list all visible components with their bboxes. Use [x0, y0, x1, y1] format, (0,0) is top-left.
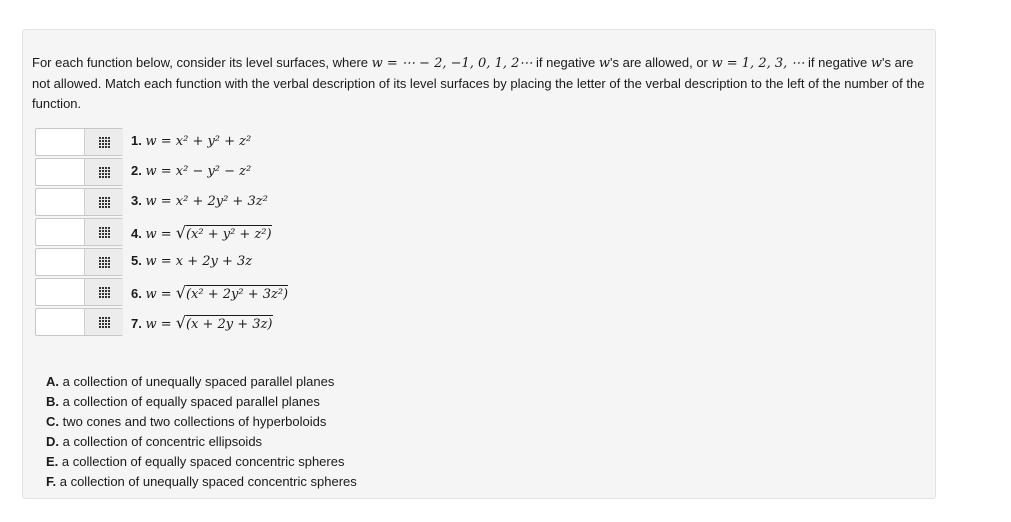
choice-text: a collection of unequally spaced parallel planes [59, 374, 335, 389]
function-body: (x² + y² + z²) [185, 227, 272, 242]
function-number: 6. [131, 286, 142, 301]
grid-icon [99, 317, 110, 328]
answer-box [35, 188, 123, 216]
function-number: 4. [131, 226, 142, 241]
choice-text: a collection of equally spaced parallel planes [59, 394, 320, 409]
function-expression [131, 283, 288, 302]
choice-letter: B. [46, 394, 59, 409]
answer-dropdown-button[interactable] [84, 159, 123, 185]
function-expression [131, 223, 272, 242]
function-row [35, 278, 355, 308]
intro-var-w: w [598, 56, 611, 71]
choice-letter: F. [46, 474, 57, 489]
answer-box [35, 278, 123, 306]
function-prefix: w = [145, 287, 176, 302]
function-number: 1. [131, 133, 142, 148]
function-prefix: w = [145, 164, 176, 179]
function-expression [131, 163, 251, 179]
choice-text: a collection of equally spaced concentric spheres [58, 454, 345, 469]
answer-box [35, 248, 123, 276]
intro-math-allowed: w = ⋯ − 2, −1, 0, 1, 2⋯ [371, 56, 533, 71]
answer-box [35, 158, 123, 186]
choice-letter: C. [46, 414, 59, 429]
function-body: (x² + 2y² + 3z²) [185, 287, 289, 302]
choice-text: two cones and two collections of hyperboloids [59, 414, 327, 429]
sqrt-symbol: √ [175, 283, 186, 302]
answer-dropdown-button[interactable] [84, 189, 123, 215]
function-expression [131, 313, 273, 332]
answer-dropdown-button[interactable] [84, 129, 123, 155]
function-body: x² − y² − z² [175, 164, 252, 179]
function-body: x² + 2y² + 3z² [175, 194, 268, 209]
answer-input[interactable] [37, 310, 84, 334]
intro-text: 's are not allowed. Match each function with the verbal description of its level surfaces by placing the letter of the verbal description to the left of the number of the function. [32, 55, 925, 111]
choice-letter: A. [46, 374, 59, 389]
function-expression [131, 193, 268, 209]
function-number: 7. [131, 316, 142, 331]
function-body: x² + y² + z² [175, 134, 252, 149]
grid-icon [99, 137, 110, 148]
choice-text: a collection of unequally spaced concentric spheres [56, 474, 357, 489]
function-number: 5. [131, 253, 142, 268]
choice-item [46, 452, 357, 472]
choice-item [46, 372, 357, 392]
function-expression [131, 133, 251, 149]
grid-icon [99, 257, 110, 268]
answer-input[interactable] [37, 220, 84, 244]
function-row [35, 128, 355, 158]
intro-var-w: w [870, 56, 883, 71]
function-row [35, 308, 355, 338]
choice-text: a collection of concentric ellipsoids [59, 434, 263, 449]
choice-list [46, 372, 357, 492]
answer-dropdown-button[interactable] [84, 279, 123, 305]
function-row [35, 188, 355, 218]
function-expression [131, 253, 252, 269]
intro-text: if negative [532, 55, 599, 70]
question-panel [22, 29, 936, 499]
function-number: 2. [131, 163, 142, 178]
choice-item [46, 472, 357, 492]
intro-text: 's are allowed, or [610, 55, 712, 70]
choice-item [46, 392, 357, 412]
grid-icon [99, 167, 110, 178]
answer-box [35, 128, 123, 156]
grid-icon [99, 197, 110, 208]
intro-text: For each function below, consider its level surfaces, where [32, 55, 372, 70]
function-number: 3. [131, 193, 142, 208]
answer-input[interactable] [37, 250, 84, 274]
answer-dropdown-button[interactable] [84, 309, 123, 335]
answer-input[interactable] [37, 160, 84, 184]
intro-math-not-allowed: w = 1, 2, 3, ⋯ [711, 56, 805, 71]
function-row [35, 248, 355, 278]
answer-box [35, 218, 123, 246]
function-prefix: w = [145, 317, 176, 332]
question-intro [32, 53, 932, 114]
answer-box [35, 308, 123, 336]
answer-input[interactable] [37, 190, 84, 214]
function-row [35, 218, 355, 248]
grid-icon [99, 227, 110, 238]
grid-icon [99, 287, 110, 298]
choice-letter: D. [46, 434, 59, 449]
function-body: (x + 2y + 3z) [185, 317, 273, 332]
sqrt-symbol: √ [175, 313, 186, 332]
choice-item [46, 412, 357, 432]
function-row [35, 158, 355, 188]
function-prefix: w = [145, 194, 176, 209]
answer-dropdown-button[interactable] [84, 249, 123, 275]
answer-input[interactable] [37, 280, 84, 304]
function-prefix: w = [145, 227, 176, 242]
answer-input[interactable] [37, 130, 84, 154]
answer-dropdown-button[interactable] [84, 219, 123, 245]
choice-letter: E. [46, 454, 59, 469]
intro-text: if negative [804, 55, 871, 70]
choice-item [46, 432, 357, 452]
function-body: x + 2y + 3z [175, 254, 253, 269]
function-list [35, 128, 355, 338]
sqrt-symbol: √ [175, 223, 186, 242]
function-prefix: w = [145, 134, 176, 149]
function-prefix: w = [145, 254, 176, 269]
